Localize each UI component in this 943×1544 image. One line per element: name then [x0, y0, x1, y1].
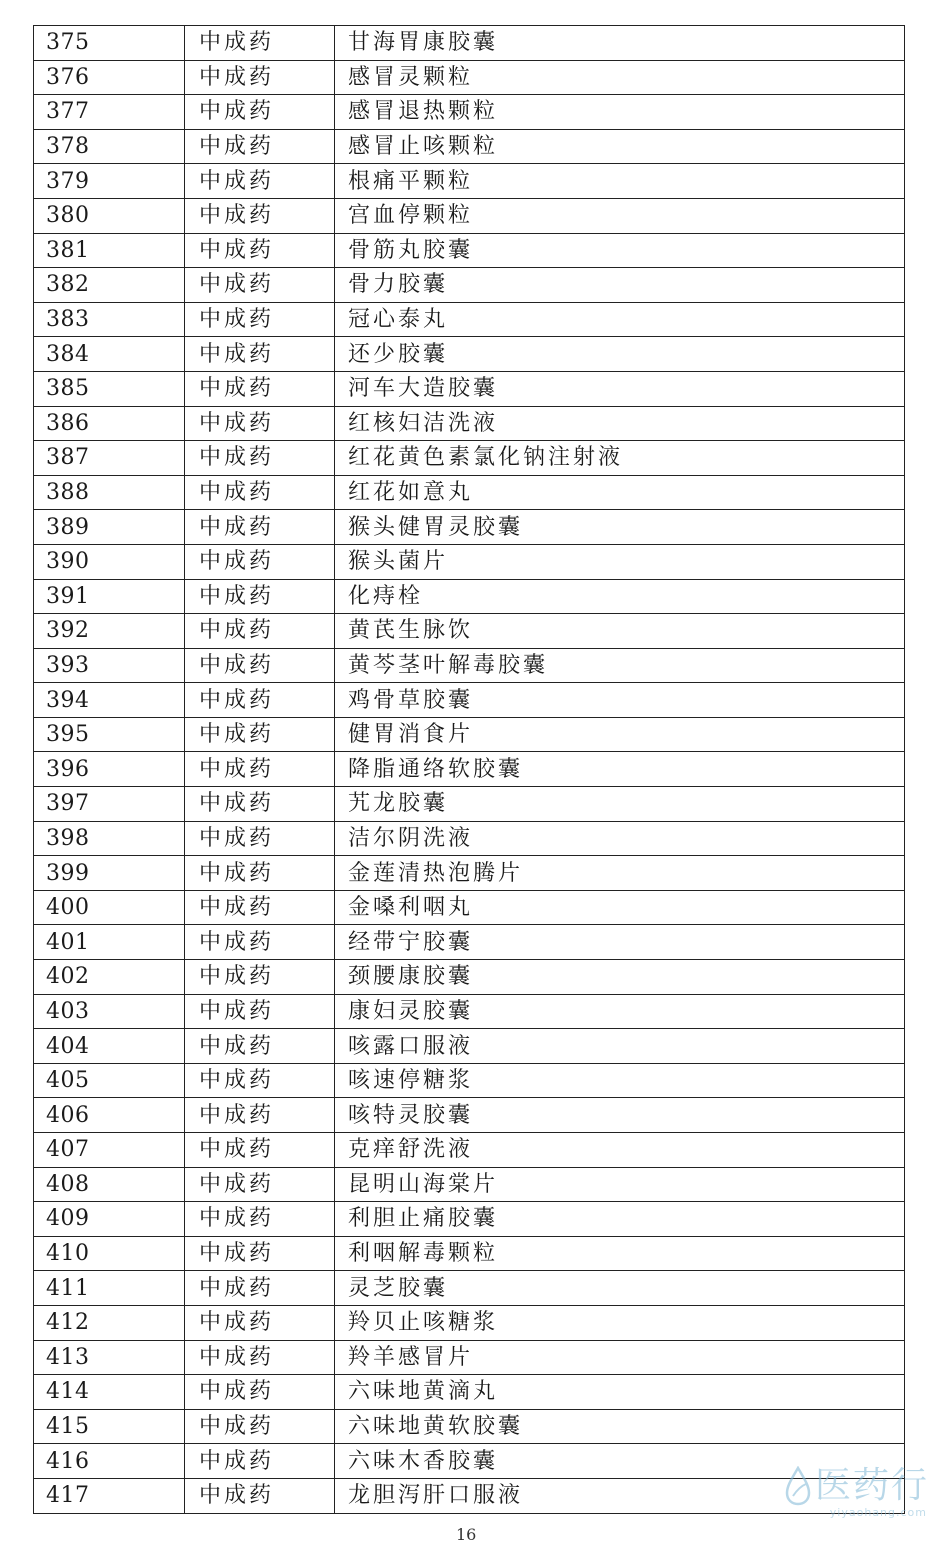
row-number-cell: 386: [34, 406, 185, 441]
table-row: [34, 683, 905, 718]
category-cell: 中成药: [185, 233, 335, 268]
category-cell: 中成药: [185, 787, 335, 822]
drug-name-cell: 骨筋丸胶囊: [335, 233, 905, 268]
category-cell: 中成药: [185, 752, 335, 787]
category-cell: 中成药: [185, 1340, 335, 1375]
category-cell: 中成药: [185, 1133, 335, 1168]
row-number-cell: 403: [34, 994, 185, 1029]
row-number-cell: 392: [34, 614, 185, 649]
table-row: [34, 1305, 905, 1340]
row-number-cell: 393: [34, 648, 185, 683]
category-cell: 中成药: [185, 1271, 335, 1306]
drug-name-cell: 猴头菌片: [335, 544, 905, 579]
drug-name-cell: 感冒退热颗粒: [335, 95, 905, 130]
row-number-cell: 415: [34, 1409, 185, 1444]
drug-name-cell: 六味木香胶囊: [335, 1444, 905, 1479]
row-number-cell: 411: [34, 1271, 185, 1306]
table-row: [34, 856, 905, 891]
table-row: [34, 614, 905, 649]
category-cell: 中成药: [185, 164, 335, 199]
row-number-cell: 387: [34, 441, 185, 476]
row-number-cell: 396: [34, 752, 185, 787]
drug-name-cell: 红核妇洁洗液: [335, 406, 905, 441]
category-cell: 中成药: [185, 856, 335, 891]
drug-name-cell: 鸡骨草胶囊: [335, 683, 905, 718]
drug-name-cell: 骨力胶囊: [335, 268, 905, 303]
row-number-cell: 379: [34, 164, 185, 199]
drug-name-cell: 甘海胃康胶囊: [335, 26, 905, 61]
drug-table: [33, 25, 905, 1514]
row-number-cell: 383: [34, 302, 185, 337]
drug-name-cell: 洁尔阴洗液: [335, 821, 905, 856]
watermark-url: yiyaohang.com: [829, 1506, 927, 1519]
drug-name-cell: 健胃消食片: [335, 717, 905, 752]
category-cell: 中成药: [185, 648, 335, 683]
table-row: [34, 752, 905, 787]
drug-name-cell: 金莲清热泡腾片: [335, 856, 905, 891]
category-cell: 中成药: [185, 1202, 335, 1237]
drug-name-cell: 降脂通络软胶囊: [335, 752, 905, 787]
table-row: [34, 544, 905, 579]
drug-name-cell: 利咽解毒颗粒: [335, 1236, 905, 1271]
row-number-cell: 385: [34, 371, 185, 406]
watermark: [781, 1466, 929, 1519]
drug-name-cell: 根痛平颗粒: [335, 164, 905, 199]
table-row: [34, 95, 905, 130]
drug-name-cell: 冠心泰丸: [335, 302, 905, 337]
category-cell: 中成药: [185, 268, 335, 303]
drug-name-cell: 灵芝胶囊: [335, 1271, 905, 1306]
drug-name-cell: 化痔栓: [335, 579, 905, 614]
table-row: [34, 371, 905, 406]
category-cell: 中成药: [185, 544, 335, 579]
table-row: [34, 1167, 905, 1202]
drug-name-cell: 羚羊感冒片: [335, 1340, 905, 1375]
category-cell: 中成药: [185, 683, 335, 718]
drug-name-cell: 宫血停颗粒: [335, 198, 905, 233]
row-number-cell: 402: [34, 960, 185, 995]
category-cell: 中成药: [185, 510, 335, 545]
row-number-cell: 394: [34, 683, 185, 718]
category-cell: 中成药: [185, 198, 335, 233]
category-cell: 中成药: [185, 1098, 335, 1133]
row-number-cell: 404: [34, 1029, 185, 1064]
table-row: [34, 268, 905, 303]
row-number-cell: 414: [34, 1375, 185, 1410]
drug-name-cell: 红花如意丸: [335, 475, 905, 510]
drug-name-cell: 昆明山海棠片: [335, 1167, 905, 1202]
drug-name-cell: 河车大造胶囊: [335, 371, 905, 406]
drug-name-cell: 六味地黄滴丸: [335, 1375, 905, 1410]
row-number-cell: 409: [34, 1202, 185, 1237]
table-row: [34, 510, 905, 545]
table-row: [34, 925, 905, 960]
table-row: [34, 1098, 905, 1133]
row-number-cell: 413: [34, 1340, 185, 1375]
table-row: [34, 1478, 905, 1513]
row-number-cell: 376: [34, 60, 185, 95]
category-cell: 中成药: [185, 337, 335, 372]
drug-name-cell: 还少胶囊: [335, 337, 905, 372]
row-number-cell: 417: [34, 1478, 185, 1513]
table-row: [34, 60, 905, 95]
row-number-cell: 410: [34, 1236, 185, 1271]
row-number-cell: 395: [34, 717, 185, 752]
row-number-cell: 400: [34, 890, 185, 925]
row-number-cell: 375: [34, 26, 185, 61]
table-row: [34, 1236, 905, 1271]
table-row: [34, 648, 905, 683]
page-number: 16: [456, 1525, 477, 1544]
table-row: [34, 129, 905, 164]
category-cell: 中成药: [185, 475, 335, 510]
row-number-cell: 405: [34, 1063, 185, 1098]
drug-name-cell: 咳特灵胶囊: [335, 1098, 905, 1133]
table-row: [34, 994, 905, 1029]
drug-name-cell: 颈腰康胶囊: [335, 960, 905, 995]
row-number-cell: 391: [34, 579, 185, 614]
category-cell: 中成药: [185, 60, 335, 95]
leaf-drop-icon: [781, 1466, 815, 1506]
drug-name-cell: 黄芩茎叶解毒胶囊: [335, 648, 905, 683]
category-cell: 中成药: [185, 371, 335, 406]
drug-name-cell: 猴头健胃灵胶囊: [335, 510, 905, 545]
drug-name-cell: 感冒止咳颗粒: [335, 129, 905, 164]
category-cell: 中成药: [185, 579, 335, 614]
category-cell: 中成药: [185, 821, 335, 856]
row-number-cell: 388: [34, 475, 185, 510]
table-row: [34, 475, 905, 510]
drug-name-cell: 感冒灵颗粒: [335, 60, 905, 95]
row-number-cell: 378: [34, 129, 185, 164]
row-number-cell: 389: [34, 510, 185, 545]
table-row: [34, 890, 905, 925]
category-cell: 中成药: [185, 129, 335, 164]
category-cell: 中成药: [185, 1305, 335, 1340]
drug-name-cell: 金嗓利咽丸: [335, 890, 905, 925]
table-row: [34, 1444, 905, 1479]
category-cell: 中成药: [185, 1478, 335, 1513]
drug-name-cell: 咳速停糖浆: [335, 1063, 905, 1098]
table-row: [34, 337, 905, 372]
category-cell: 中成药: [185, 925, 335, 960]
table-row: [34, 1340, 905, 1375]
drug-name-cell: 六味地黄软胶囊: [335, 1409, 905, 1444]
row-number-cell: 382: [34, 268, 185, 303]
row-number-cell: 406: [34, 1098, 185, 1133]
drug-name-cell: 红花黄色素氯化钠注射液: [335, 441, 905, 476]
row-number-cell: 408: [34, 1167, 185, 1202]
table-row: [34, 406, 905, 441]
row-number-cell: 412: [34, 1305, 185, 1340]
drug-name-cell: 艽龙胶囊: [335, 787, 905, 822]
drug-name-cell: 利胆止痛胶囊: [335, 1202, 905, 1237]
category-cell: 中成药: [185, 994, 335, 1029]
table-row: [34, 787, 905, 822]
table-row: [34, 302, 905, 337]
table-row: [34, 233, 905, 268]
category-cell: 中成药: [185, 95, 335, 130]
table-row: [34, 1202, 905, 1237]
row-number-cell: 401: [34, 925, 185, 960]
category-cell: 中成药: [185, 890, 335, 925]
table-row: [34, 1375, 905, 1410]
table-row: [34, 1409, 905, 1444]
row-number-cell: 416: [34, 1444, 185, 1479]
row-number-cell: 380: [34, 198, 185, 233]
category-cell: 中成药: [185, 1444, 335, 1479]
category-cell: 中成药: [185, 1375, 335, 1410]
category-cell: 中成药: [185, 614, 335, 649]
row-number-cell: 397: [34, 787, 185, 822]
table-row: [34, 579, 905, 614]
category-cell: 中成药: [185, 302, 335, 337]
row-number-cell: 398: [34, 821, 185, 856]
drug-name-cell: 克痒舒洗液: [335, 1133, 905, 1168]
table-row: [34, 164, 905, 199]
drug-table-body: [34, 26, 905, 1514]
category-cell: 中成药: [185, 1167, 335, 1202]
watermark-logo: [781, 1466, 929, 1506]
category-cell: 中成药: [185, 406, 335, 441]
drug-name-cell: 经带宁胶囊: [335, 925, 905, 960]
watermark-text: 医药行: [814, 1465, 929, 1506]
table-row: [34, 26, 905, 61]
drug-name-cell: 康妇灵胶囊: [335, 994, 905, 1029]
table-row: [34, 1063, 905, 1098]
category-cell: 中成药: [185, 26, 335, 61]
category-cell: 中成药: [185, 1236, 335, 1271]
category-cell: 中成药: [185, 441, 335, 476]
category-cell: 中成药: [185, 1409, 335, 1444]
row-number-cell: 377: [34, 95, 185, 130]
row-number-cell: 407: [34, 1133, 185, 1168]
drug-name-cell: 咳露口服液: [335, 1029, 905, 1064]
row-number-cell: 399: [34, 856, 185, 891]
table-row: [34, 441, 905, 476]
drug-name-cell: 羚贝止咳糖浆: [335, 1305, 905, 1340]
category-cell: 中成药: [185, 960, 335, 995]
row-number-cell: 390: [34, 544, 185, 579]
category-cell: 中成药: [185, 1063, 335, 1098]
row-number-cell: 384: [34, 337, 185, 372]
table-row: [34, 717, 905, 752]
category-cell: 中成药: [185, 1029, 335, 1064]
drug-name-cell: 黄芪生脉饮: [335, 614, 905, 649]
table-row: [34, 198, 905, 233]
table-row: [34, 960, 905, 995]
category-cell: 中成药: [185, 717, 335, 752]
table-row: [34, 1029, 905, 1064]
drug-name-cell: 龙胆泻肝口服液: [335, 1478, 905, 1513]
row-number-cell: 381: [34, 233, 185, 268]
table-row: [34, 1133, 905, 1168]
table-row: [34, 1271, 905, 1306]
table-row: [34, 821, 905, 856]
